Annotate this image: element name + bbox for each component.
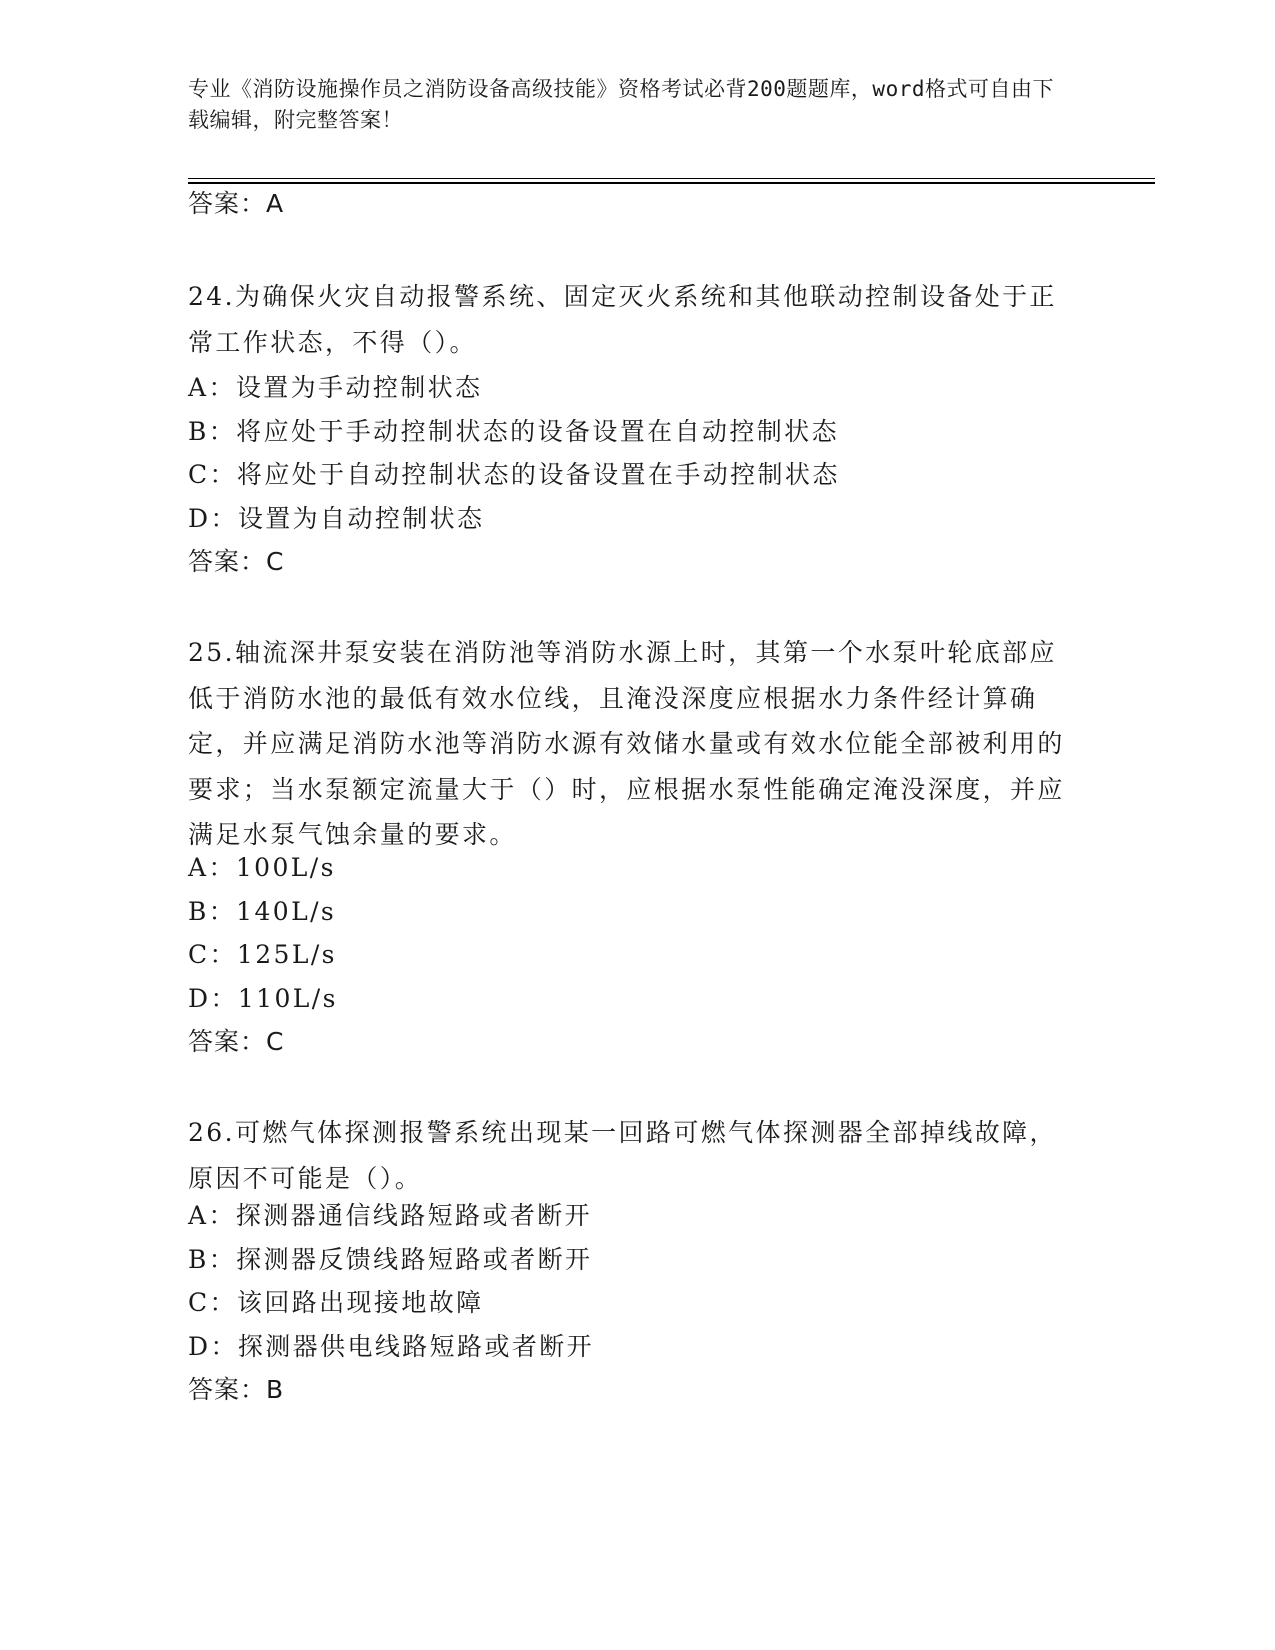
question-26-answer: 答案：B — [188, 1375, 285, 1404]
answer-23: 答案：A — [188, 189, 285, 218]
question-25-option-a: A：100L/s — [188, 853, 336, 882]
question-25-option-c: C：125L/s — [188, 940, 337, 969]
header-rule-thin — [188, 178, 1155, 179]
question-26-option-b: B：探测器反馈线路短路或者断开 — [188, 1245, 593, 1274]
question-25-option-d: D：110L/s — [188, 984, 338, 1013]
question-24-stem: 24.为确保火灾自动报警系统、固定灭火系统和其他联动控制设备处于正常工作状态，不得（）。 — [188, 282, 1057, 357]
question-24-option-d: D：设置为自动控制状态 — [188, 504, 485, 533]
question-24-answer: 答案：C — [188, 547, 285, 576]
question-26-option-a: A：探测器通信线路短路或者断开 — [188, 1201, 593, 1230]
document-header: 专业《消防设施操作员之消防设备高级技能》资格考试必背200题题库，word格式可自由下载编辑，附完整答案！ — [188, 77, 1054, 132]
question-25-stem: 25.轴流深井泵安装在消防池等消防水源上时，其第一个水泵叶轮底部应低于消防水池的最低有效水位线，且淹没深度应根据水力条件经计算确定，并应满足消防水池等消防水源有效储水量或有效水位能全部被利用的要求；当水泵额定流量大于（）时，应根据水泵性能确定淹没深度，并应满足水泵气蚀余量的要求。 — [188, 638, 1065, 849]
question-25-answer: 答案：C — [188, 1027, 285, 1056]
question-26-option-c: C：该回路出现接地故障 — [188, 1288, 484, 1317]
question-24-option-c: C：将应处于自动控制状态的设备设置在手动控制状态 — [188, 460, 840, 489]
question-26-stem: 26.可燃气体探测报警系统出现某一回路可燃气体探测器全部掉线故障，原因不可能是（）。 — [188, 1118, 1057, 1193]
header-rule-thick — [188, 182, 1155, 184]
question-24-option-a: A：设置为手动控制状态 — [188, 373, 483, 402]
question-24-option-b: B：将应处于手动控制状态的设备设置在自动控制状态 — [188, 417, 839, 446]
question-25-option-b: B：140L/s — [188, 897, 337, 926]
question-26-option-d: D：探测器供电线路短路或者断开 — [188, 1332, 595, 1361]
